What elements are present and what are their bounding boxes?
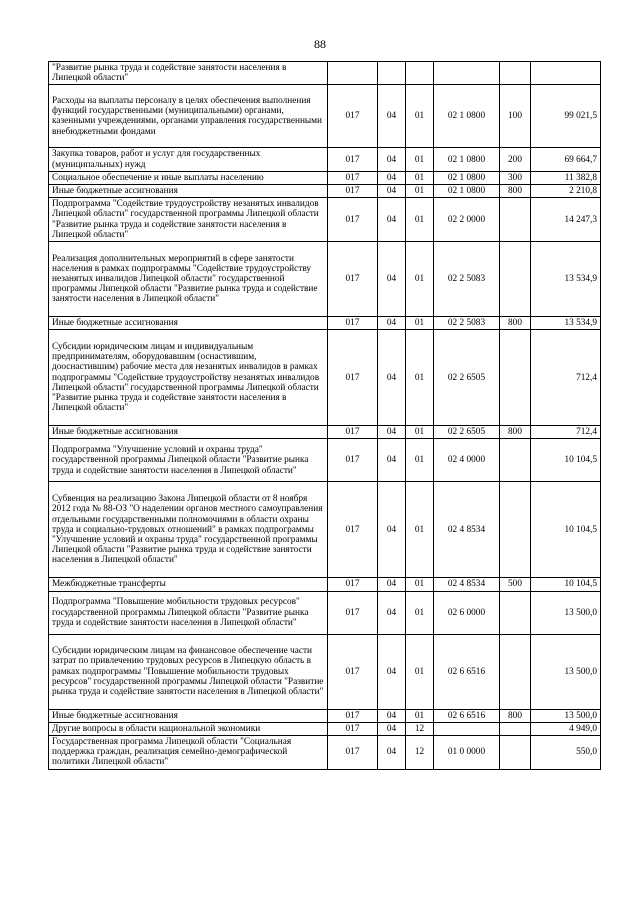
target-article-cell: 02 2 6505 xyxy=(434,330,500,426)
amount-cell: 550,0 xyxy=(531,736,601,770)
table-row xyxy=(49,578,601,591)
table-row xyxy=(49,634,601,709)
section-code-cell: 04 xyxy=(378,709,406,722)
row-name-cell: Государственная программа Липецкой области "Социальная поддержка граждан, реализация семейно-демографической политики Липецкой области" xyxy=(49,736,328,770)
section-code-cell: 04 xyxy=(378,482,406,578)
row-name-cell: Расходы на выплаты персоналу в целях обеспечения выполнения функций государственными (муниципальными) органами, казенными учреждениями, органами управления государственными внебюджетными фондами xyxy=(49,85,328,148)
amount-cell: 10 104,5 xyxy=(531,439,601,482)
table-row xyxy=(49,148,601,171)
subsection-code-cell: 12 xyxy=(406,736,434,770)
ministry-code-cell: 017 xyxy=(328,591,378,634)
expense-type-cell: 300 xyxy=(500,171,531,184)
subsection-code-cell: 01 xyxy=(406,591,434,634)
amount-cell: 712,4 xyxy=(531,330,601,426)
subsection-code-cell: 01 xyxy=(406,439,434,482)
target-article-cell: 02 6 6516 xyxy=(434,709,500,722)
amount-cell: 13 500,0 xyxy=(531,591,601,634)
ministry-code-cell: 017 xyxy=(328,317,378,330)
table-row xyxy=(49,85,601,148)
table-row xyxy=(49,242,601,317)
subsection-code-cell: 01 xyxy=(406,317,434,330)
row-name-cell: Иные бюджетные ассигнования xyxy=(49,426,328,439)
row-name-cell: Подпрограмма "Улучшение условий и охраны труда" государственной программы Липецкой области "Развитие рынка труда и содействие занятости населения в Липецкой области" xyxy=(49,439,328,482)
table-row xyxy=(49,426,601,439)
subsection-code-cell: 01 xyxy=(406,634,434,709)
row-name-cell: Реализация дополнительных мероприятий в сфере занятости населения в рамках подпрограммы "Содействие трудоустройству незанятых инвалидов Липецкой области" государственной программы Липецкой области "Развитие рынка труда и содействие занятости населения в Липецкой области" xyxy=(49,242,328,317)
table-row xyxy=(49,317,601,330)
table-row xyxy=(49,330,601,426)
target-article-cell xyxy=(434,62,500,85)
subsection-code-cell: 01 xyxy=(406,198,434,242)
table-row xyxy=(49,736,601,770)
table-row xyxy=(49,171,601,184)
section-code-cell: 04 xyxy=(378,148,406,171)
ministry-code-cell xyxy=(328,62,378,85)
ministry-code-cell: 017 xyxy=(328,198,378,242)
row-name-cell: Межбюджетные трансферты xyxy=(49,578,328,591)
table-row xyxy=(49,439,601,482)
expense-type-cell xyxy=(500,736,531,770)
amount-cell: 11 382,8 xyxy=(531,171,601,184)
expense-type-cell: 100 xyxy=(500,85,531,148)
target-article-cell: 02 2 0000 xyxy=(434,198,500,242)
amount-cell: 10 104,5 xyxy=(531,578,601,591)
target-article-cell: 02 1 0800 xyxy=(434,171,500,184)
amount-cell: 13 500,0 xyxy=(531,634,601,709)
ministry-code-cell: 017 xyxy=(328,578,378,591)
subsection-code-cell: 01 xyxy=(406,426,434,439)
table-row xyxy=(49,482,601,578)
target-article-cell: 02 6 0000 xyxy=(434,591,500,634)
ministry-code-cell: 017 xyxy=(328,185,378,198)
target-article-cell: 02 2 5083 xyxy=(434,317,500,330)
row-name-cell: Социальное обеспечение и иные выплаты населению xyxy=(49,171,328,184)
row-name-cell: Подпрограмма "Повышение мобильности трудовых ресурсов" государственной программы Липецкой области "Развитие рынка труда и содействие занятости населения в Липецкой области" xyxy=(49,591,328,634)
expense-type-cell xyxy=(500,62,531,85)
expense-type-cell xyxy=(500,482,531,578)
amount-cell: 10 104,5 xyxy=(531,482,601,578)
amount-cell: 99 021,5 xyxy=(531,85,601,148)
section-code-cell: 04 xyxy=(378,317,406,330)
expense-type-cell xyxy=(500,634,531,709)
section-code-cell: 04 xyxy=(378,439,406,482)
section-code-cell: 04 xyxy=(378,185,406,198)
expense-type-cell: 800 xyxy=(500,317,531,330)
target-article-cell: 02 1 0800 xyxy=(434,148,500,171)
expense-type-cell xyxy=(500,439,531,482)
expense-type-cell: 800 xyxy=(500,709,531,722)
target-article-cell: 02 2 5083 xyxy=(434,242,500,317)
ministry-code-cell: 017 xyxy=(328,722,378,735)
expense-type-cell xyxy=(500,722,531,735)
table-row xyxy=(49,185,601,198)
ministry-code-cell: 017 xyxy=(328,736,378,770)
ministry-code-cell: 017 xyxy=(328,439,378,482)
page-number: 88 xyxy=(314,37,326,51)
amount-cell xyxy=(531,62,601,85)
row-name-cell: Иные бюджетные ассигнования xyxy=(49,317,328,330)
amount-cell: 2 210,8 xyxy=(531,185,601,198)
row-name-cell: Иные бюджетные ассигнования xyxy=(49,185,328,198)
row-name-cell: Субвенция на реализацию Закона Липецкой области от 8 ноября 2012 года № 88-ОЗ "О наделении органов местного самоуправления отдельными государственными полномочиями в области охраны труда и социально-трудовых отношений" в рамках подпрограммы "Улучшение условий и охраны труда" государственной программы Липецкой области "Развитие рынка труда и содействие занятости населения в Липецкой области" xyxy=(49,482,328,578)
target-article-cell: 02 1 0800 xyxy=(434,85,500,148)
expense-type-cell: 500 xyxy=(500,578,531,591)
amount-cell: 13 534,9 xyxy=(531,317,601,330)
ministry-code-cell: 017 xyxy=(328,426,378,439)
table-row xyxy=(49,591,601,634)
subsection-code-cell: 01 xyxy=(406,482,434,578)
ministry-code-cell: 017 xyxy=(328,171,378,184)
subsection-code-cell: 01 xyxy=(406,185,434,198)
section-code-cell: 04 xyxy=(378,426,406,439)
expense-type-cell xyxy=(500,591,531,634)
subsection-code-cell: 01 xyxy=(406,85,434,148)
amount-cell: 4 949,0 xyxy=(531,722,601,735)
section-code-cell: 04 xyxy=(378,578,406,591)
table-row xyxy=(49,722,601,735)
ministry-code-cell: 017 xyxy=(328,148,378,171)
amount-cell: 13 500,0 xyxy=(531,709,601,722)
amount-cell: 712,4 xyxy=(531,426,601,439)
target-article-cell: 02 6 6516 xyxy=(434,634,500,709)
ministry-code-cell: 017 xyxy=(328,634,378,709)
table-row xyxy=(49,198,601,242)
subsection-code-cell: 01 xyxy=(406,148,434,171)
target-article-cell: 02 4 8534 xyxy=(434,482,500,578)
section-code-cell: 04 xyxy=(378,171,406,184)
section-code-cell: 04 xyxy=(378,634,406,709)
target-article-cell: 02 4 8534 xyxy=(434,578,500,591)
table-row xyxy=(49,709,601,722)
section-code-cell: 04 xyxy=(378,85,406,148)
row-name-cell: Иные бюджетные ассигнования xyxy=(49,709,328,722)
subsection-code-cell: 01 xyxy=(406,578,434,591)
section-code-cell: 04 xyxy=(378,722,406,735)
ministry-code-cell: 017 xyxy=(328,709,378,722)
row-name-cell: Субсидии юридическим лицам и индивидуальным предпринимателям, оборудовавшим (оснастившим, дооснастившим) рабочие места для незанятых инвалидов в рамках подпрограммы "Содействие трудоустройству незанятых инвалидов Липецкой области" государственной программы Липецкой области "Развитие рынка труда и содействие занятости населения в Липецкой области" xyxy=(49,330,328,426)
row-name-cell: Подпрограмма "Содействие трудоустройству незанятых инвалидов Липецкой области" государственной программы Липецкой области "Развитие рынка труда и содействие занятости населения в Липецкой области" xyxy=(49,198,328,242)
amount-cell: 13 534,9 xyxy=(531,242,601,317)
subsection-code-cell: 01 xyxy=(406,171,434,184)
target-article-cell: 02 4 0000 xyxy=(434,439,500,482)
target-article-cell: 02 1 0800 xyxy=(434,185,500,198)
target-article-cell: 01 0 0000 xyxy=(434,736,500,770)
ministry-code-cell: 017 xyxy=(328,242,378,317)
target-article-cell xyxy=(434,722,500,735)
amount-cell: 69 664,7 xyxy=(531,148,601,171)
subsection-code-cell xyxy=(406,62,434,85)
row-name-cell: Субсидии юридическим лицам на финансовое обеспечение части затрат по привлечению трудовых ресурсов в Липецкую область в рамках подпрограммы "Повышение мобильности трудовых ресурсов" государственной программы Липецкой области "Развитие рынка труда и содействие занятости населения в Липецкой области" xyxy=(49,634,328,709)
budget-table xyxy=(48,61,601,770)
row-name-cell: Другие вопросы в области национальной экономики xyxy=(49,722,328,735)
section-code-cell: 04 xyxy=(378,242,406,317)
expense-type-cell: 800 xyxy=(500,426,531,439)
subsection-code-cell: 12 xyxy=(406,722,434,735)
section-code-cell: 04 xyxy=(378,736,406,770)
expense-type-cell xyxy=(500,198,531,242)
subsection-code-cell: 01 xyxy=(406,709,434,722)
ministry-code-cell: 017 xyxy=(328,482,378,578)
expense-type-cell: 800 xyxy=(500,185,531,198)
amount-cell: 14 247,3 xyxy=(531,198,601,242)
subsection-code-cell: 01 xyxy=(406,330,434,426)
expense-type-cell xyxy=(500,330,531,426)
ministry-code-cell: 017 xyxy=(328,85,378,148)
section-code-cell: 04 xyxy=(378,591,406,634)
table-body xyxy=(49,62,601,770)
section-code-cell: 04 xyxy=(378,330,406,426)
expense-type-cell xyxy=(500,242,531,317)
row-name-cell: Закупка товаров, работ и услуг для государственных (муниципальных) нужд xyxy=(49,148,328,171)
table-row xyxy=(49,62,601,85)
ministry-code-cell: 017 xyxy=(328,330,378,426)
subsection-code-cell: 01 xyxy=(406,242,434,317)
target-article-cell: 02 2 6505 xyxy=(434,426,500,439)
section-code-cell xyxy=(378,62,406,85)
row-name-cell: "Развитие рынка труда и содействие занятости населения в Липецкой области" xyxy=(49,62,328,85)
section-code-cell: 04 xyxy=(378,198,406,242)
expense-type-cell: 200 xyxy=(500,148,531,171)
